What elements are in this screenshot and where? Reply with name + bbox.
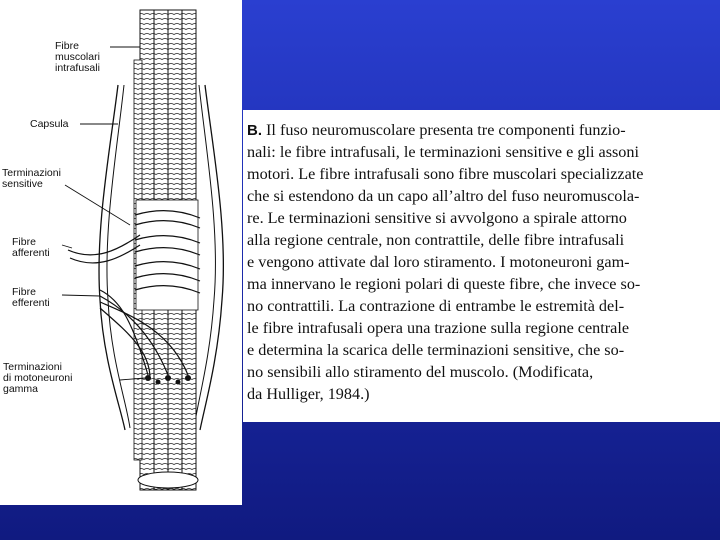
caption-line: e determina la scarica delle terminazioni sensitive, che so- xyxy=(247,341,625,359)
label-terminazioni-sensitive: Terminazioni sensitive xyxy=(2,167,61,190)
caption-line: no contrattili. La contrazione di entrambe le estremità del- xyxy=(247,297,625,315)
label-fibre-afferenti: Fibre afferenti xyxy=(12,236,50,259)
caption-line: motori. Le fibre intrafusali sono fibre muscolari specializzate xyxy=(247,165,644,183)
caption-panel xyxy=(243,110,720,422)
caption-line: da Hulliger, 1984.) xyxy=(247,385,370,403)
label-capsula: Capsula xyxy=(30,118,69,130)
caption-text: Il fuso neuromuscolare presenta tre componenti funzio- xyxy=(266,121,626,139)
caption-line: no sensibili allo stiramento del muscolo. (Modificata, xyxy=(247,363,594,381)
caption-line: ma innervano le regioni polari di queste fibre, che invece so- xyxy=(247,275,641,293)
caption-line: e vengono attivate dal loro stiramento. I motoneuroni gam- xyxy=(247,253,630,271)
caption-line: nali: le fibre intrafusali, le terminazioni sensitive e gli assoni xyxy=(247,143,639,161)
caption-line: che si estendono da un capo all’altro del fuso neuromuscola- xyxy=(247,187,640,205)
caption-line: re. Le terminazioni sensitive si avvolgono a spirale attorno xyxy=(247,209,627,227)
caption-line xyxy=(247,120,626,141)
caption-line: alla regione centrale, non contrattile, delle fibre intrafusali xyxy=(247,231,625,249)
caption-letter: B. xyxy=(247,122,262,139)
label-terminazioni-motoneuroni: Terminazioni di motoneuroni gamma xyxy=(3,361,73,395)
caption-line: le fibre intrafusali opera una trazione sulla regione centrale xyxy=(247,319,630,337)
spindle-figure-panel xyxy=(0,0,242,505)
label-fibre-efferenti: Fibre efferenti xyxy=(12,286,50,309)
label-fibre-intrafusali: Fibre muscolari intrafusali xyxy=(55,40,100,74)
